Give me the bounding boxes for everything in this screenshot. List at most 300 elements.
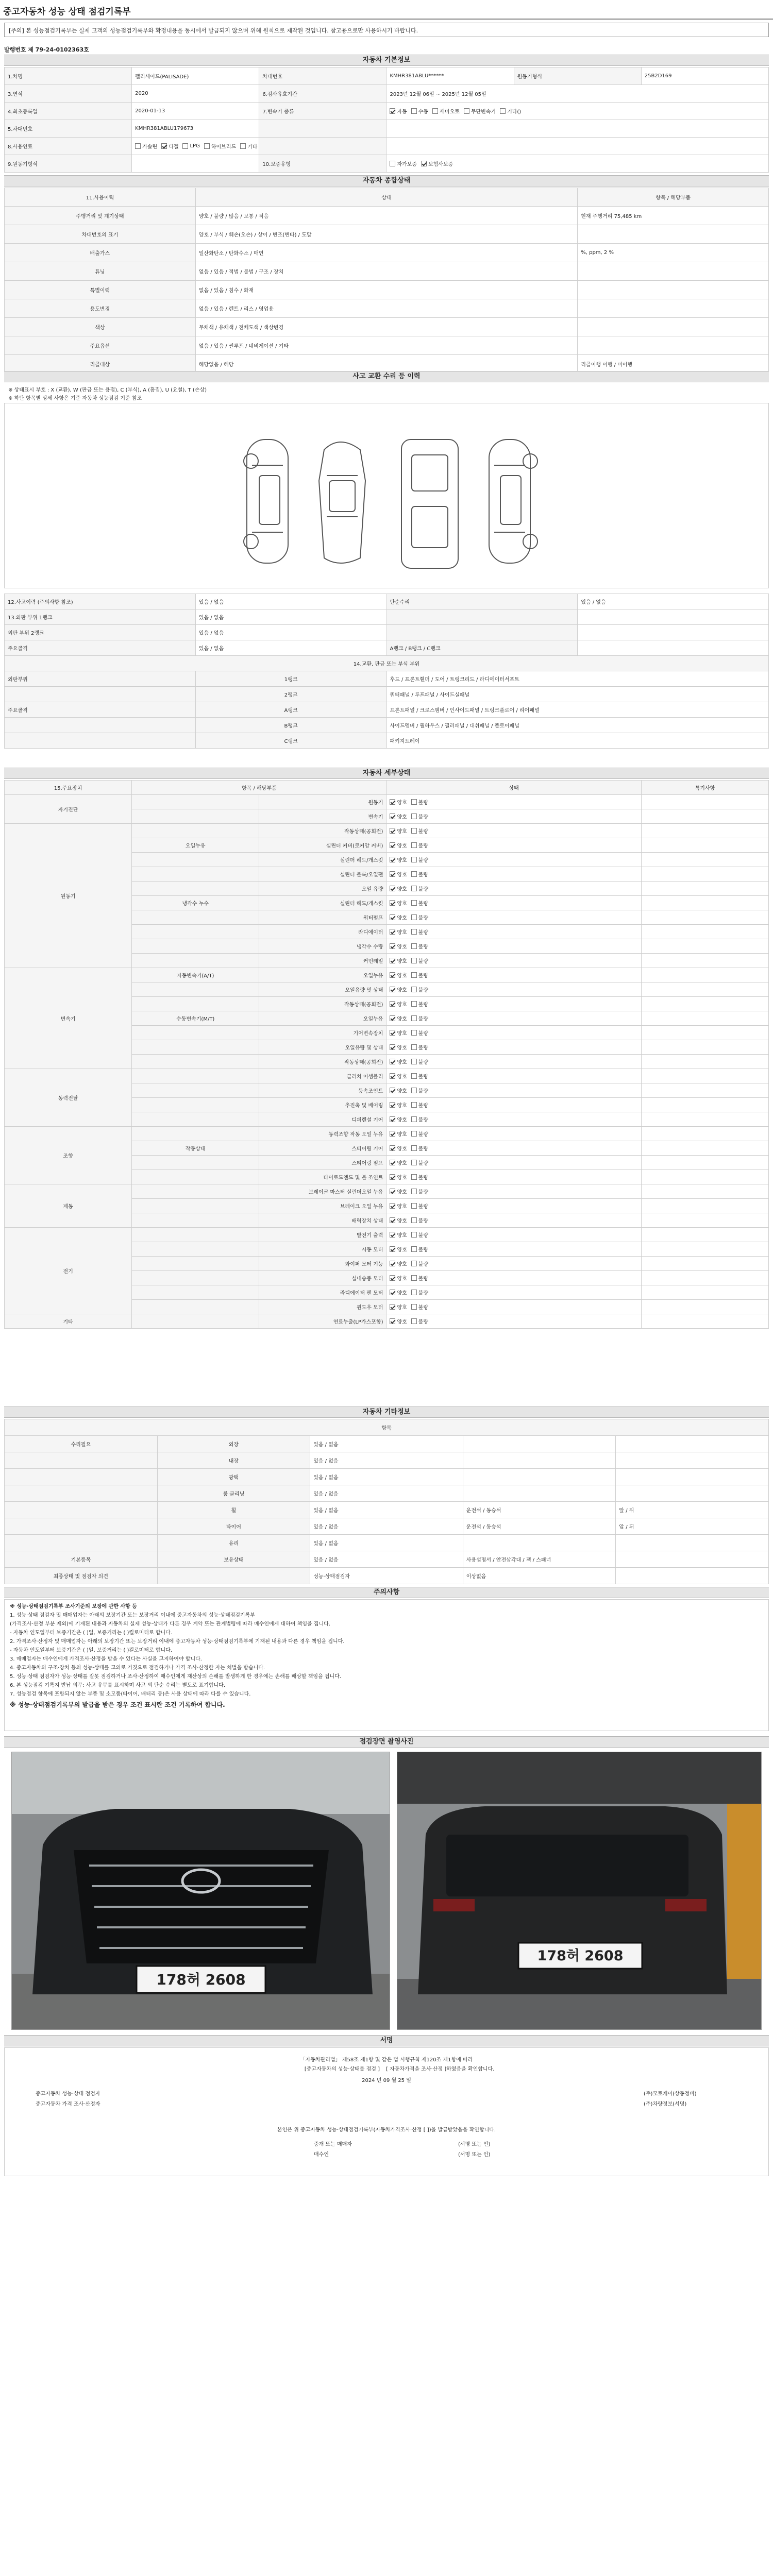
item-label: 타이로드엔드 및 볼 조인트 [259,1170,386,1184]
checkbox-option[interactable] [390,1130,407,1138]
group-label: 원동기 [5,824,132,968]
check-box-icon[interactable] [411,1030,417,1036]
caution-line: - 자동차 인도일부터 보증기간은 ( )일, 보증거리는 ( )킬로미터로 합니다. [10,1630,172,1636]
checkbox-option[interactable] [432,107,460,115]
checkbox-option[interactable] [411,942,428,950]
check-box-icon[interactable] [390,914,395,920]
appraiser-name: (주)차량정보(서명) [644,2102,687,2107]
item-remark [641,997,768,1011]
checkbox-option[interactable] [390,1014,407,1022]
checkbox-label: 하이브리드 [211,144,237,150]
checkbox-option[interactable] [390,1202,407,1210]
checkbox-option[interactable] [390,798,407,806]
checkbox-option[interactable] [411,1260,428,1267]
checkbox-option[interactable] [390,1216,407,1224]
column-header: 상태 [195,188,578,207]
check-box-icon[interactable] [390,1174,395,1180]
check-box-icon[interactable] [390,929,395,935]
checkbox-option[interactable] [411,957,428,964]
item-remark [641,1184,768,1199]
table-cell: 사용설명서 / 안전삼각대 / 잭 / 스패너 [463,1551,616,1568]
row-status: 없음 / 있음 / 적법 / 불법 / 구조 / 장치 [195,262,578,281]
table-cell [463,1535,616,1551]
table-cell: 운전석 / 동승석 [463,1502,616,1518]
check-box-icon[interactable] [411,1059,417,1064]
checkbox-label: 불량 [418,944,429,950]
sub-group-label [132,867,259,882]
checkbox-option[interactable] [411,1245,428,1253]
table-cell [616,1452,769,1469]
item-status [386,1040,641,1055]
check-box-icon[interactable] [390,814,395,819]
sub-group-label [132,1228,259,1242]
checkbox-option[interactable] [390,957,407,964]
check-box-icon[interactable] [390,1059,395,1064]
checkbox-option[interactable] [411,899,428,907]
checkbox-option[interactable] [390,971,407,979]
checkbox-option[interactable] [390,1029,407,1037]
photo-front [11,1752,390,2030]
table-cell: 내장 [157,1452,310,1469]
check-box-icon[interactable] [411,1275,417,1281]
document-number: 발행번호 제 79-24-0102363호 [4,46,89,53]
field-label: 10.보증유형 [259,155,386,173]
item-label: 오일유량 및 상태 [259,1040,386,1055]
check-box-icon[interactable] [390,857,395,862]
column-header: 특기사항 [641,781,768,795]
checkbox-label: 양호 [397,1045,407,1051]
check-box-icon[interactable] [390,1015,395,1021]
checkbox-group [390,829,432,835]
rank-parts: 사이드멤버 / 휠하우스 / 필러패널 / 대쉬패널 / 플로어패널 [386,718,769,733]
checkbox-option[interactable] [390,928,407,936]
check-box-icon[interactable] [390,871,395,877]
check-box-icon[interactable] [390,886,395,891]
section-detail-bar: 자동차 세부상태 [4,768,769,779]
signature-date: 2024 년 09 월 25 일 [362,2078,411,2083]
check-box-icon[interactable] [411,1001,417,1007]
checkbox-option[interactable] [390,1173,407,1181]
checkbox-option[interactable] [411,1289,428,1296]
table-cell: 있음 / 없음 [310,1535,463,1551]
check-box-icon[interactable] [390,108,395,114]
other-info-table [4,1419,769,1584]
checkbox-option[interactable] [161,142,178,150]
checkbox-option[interactable] [390,942,407,950]
item-label: 실린더 블록/오일팬 [259,867,386,882]
table-cell: 앞 / 뒤 [616,1502,769,1518]
check-box-icon[interactable] [411,1116,417,1122]
checkbox-label: 불량 [418,1117,429,1123]
item-remark [641,896,768,910]
checkbox-option[interactable] [411,1144,428,1152]
check-box-icon[interactable] [182,143,188,149]
check-box-icon[interactable] [411,1131,417,1137]
checkbox-group [390,1190,432,1196]
detail-status-table [4,780,769,1329]
check-box-icon[interactable] [390,1116,395,1122]
table-cell: 있음 / 없음 [310,1502,463,1518]
checkbox-option[interactable] [390,1188,407,1195]
checkbox-option[interactable] [411,1000,428,1008]
check-box-icon[interactable] [411,1088,417,1093]
checkbox-option[interactable] [390,107,407,115]
item-label: 커먼레일 [259,954,386,968]
checkbox-label: 양호 [397,1189,407,1195]
checkbox-option[interactable] [390,1303,407,1311]
check-box-icon[interactable] [390,1318,395,1324]
check-box-icon[interactable] [411,987,417,992]
checkbox-option[interactable] [411,986,428,993]
check-box-icon[interactable] [390,1261,395,1266]
check-box-icon[interactable] [390,943,395,949]
checkbox-option[interactable] [411,885,428,892]
check-box-icon[interactable] [411,1232,417,1238]
check-box-icon[interactable] [390,1160,395,1165]
table-row [5,138,769,155]
row-value: 있음 / 없음 [195,609,386,625]
checkbox-label: 양호 [397,1319,407,1325]
field-label: 1.차명 [5,67,132,85]
check-box-icon[interactable] [390,1232,395,1238]
checkbox-group [390,1046,432,1052]
sub-group-label: 작동상태 [132,1141,259,1156]
checkbox-label: 불량 [418,1261,429,1267]
checkbox-option[interactable] [411,1202,428,1210]
item-remark [641,1285,768,1300]
item-label: 윈도우 모터 [259,1300,386,1314]
checkbox-group [390,1277,432,1282]
check-box-icon[interactable] [411,1290,417,1295]
item-status [386,882,641,896]
check-box-icon[interactable] [411,886,417,891]
checkbox-option[interactable] [411,1072,428,1080]
item-status [386,1257,641,1271]
item-remark [641,795,768,809]
item-label: 동력조향 작동 오일 누유 [259,1127,386,1141]
accident-legend-symbols: ※ 상태표시 부호 : X (교환), W (판금 또는 용접), C (부식), A (흠집), U (요철), T (손상) [8,387,207,393]
check-box-icon[interactable] [411,1102,417,1108]
checkbox-option[interactable] [390,899,407,907]
check-box-icon[interactable] [390,1131,395,1137]
checkbox-option[interactable] [411,1115,428,1123]
checkbox-option[interactable] [390,1101,407,1109]
check-box-icon[interactable] [390,1001,395,1007]
check-box-icon[interactable] [390,972,395,978]
item-remark [641,910,768,925]
sub-group-label [132,939,259,954]
front-plate: 178허 2608 [156,1971,246,1988]
checkbox-option[interactable] [411,841,428,849]
checkbox-option[interactable] [464,107,496,115]
check-box-icon[interactable] [135,143,141,149]
caution-line: 4. 중고자동차의 구조·장치 등의 성능·상태를 고의로 거짓으로 점검하거나 가격 조사·산정한 자는 처벌을 받습니다. [10,1665,265,1671]
basic-info-table [4,67,769,173]
table-cell: 있음 / 없음 [310,1485,463,1502]
buyer-label: 매수인 [314,2152,329,2158]
checkbox-option[interactable] [390,1159,407,1166]
table-cell: 있음 / 없음 [310,1469,463,1485]
check-box-icon[interactable] [464,108,469,114]
table-row [5,1452,769,1469]
check-box-icon[interactable] [411,972,417,978]
group-label: 자기진단 [5,795,132,824]
checkbox-label: 불량 [418,1175,429,1181]
table-row [5,609,769,625]
group-label: 전기 [5,1228,132,1314]
checkbox-option[interactable] [411,798,428,806]
checkbox-option[interactable] [390,913,407,921]
checkbox-option[interactable] [390,1087,407,1094]
checkbox-option[interactable] [390,1072,407,1080]
item-status [386,1127,641,1141]
check-box-icon[interactable] [390,161,395,166]
table-cell [5,1452,158,1469]
checkbox-option[interactable] [390,870,407,878]
row-status: 없음 / 있음 / 썬루프 / 네비게이션 / 기타 [195,336,578,355]
checkbox-option[interactable] [411,1014,428,1022]
check-box-icon[interactable] [390,1246,395,1252]
column-header: 11.사용이력 [5,188,196,207]
check-box-icon[interactable] [411,1073,417,1079]
check-box-icon[interactable] [411,1318,417,1324]
checkbox-option[interactable] [390,856,407,863]
check-box-icon[interactable] [390,1304,395,1310]
checkbox-option[interactable] [390,1289,407,1296]
table-row [5,1551,769,1568]
field-label: 8.사용연료 [5,138,132,155]
checkbox-option[interactable] [500,107,521,115]
column-header: 항목 / 해당부품 [132,781,386,795]
caution-line: 6. 본 성능점검 기록지 반납 의무: 사고 유무를 표시하며 사고 외 단순 수리는 별도로 표기합니다. [10,1683,226,1688]
check-box-icon[interactable] [240,143,246,149]
item-remark [641,1213,768,1228]
check-box-icon[interactable] [500,108,506,114]
sub-group-label [132,1285,259,1300]
checkbox-label: 불량 [418,1131,429,1138]
check-box-icon[interactable] [411,842,417,848]
checkbox-option[interactable] [411,1188,428,1195]
checkbox-option[interactable] [390,841,407,849]
check-box-icon[interactable] [411,1217,417,1223]
check-box-icon[interactable] [390,1145,395,1151]
item-status [386,939,641,954]
section-photos-bar: 점검장면 촬영사진 [4,1736,769,1748]
checkbox-option[interactable] [390,986,407,993]
sub-group-label: 수동변속기(M/T) [132,1011,259,1026]
check-box-icon[interactable] [411,958,417,963]
checkbox-option[interactable] [411,1159,428,1166]
engine-label: 원동기형식 [514,67,641,85]
check-box-icon[interactable] [204,143,210,149]
check-box-icon[interactable] [390,1030,395,1036]
check-box-icon[interactable] [390,1275,395,1281]
check-box-icon[interactable] [411,914,417,920]
check-box-icon[interactable] [411,1145,417,1151]
checkbox-label: 양호 [397,1117,407,1123]
check-box-icon[interactable] [411,1015,417,1021]
checkbox-option[interactable] [411,1087,428,1094]
checkbox-option[interactable] [182,143,199,149]
item-label: 작동상태(공회전) [259,824,386,838]
check-box-icon[interactable] [390,1290,395,1295]
row-status: 양호 / 불량 / 많음 / 보통 / 적음 [195,207,578,225]
sub-group-label [132,853,259,867]
check-box-icon[interactable] [390,1203,395,1209]
check-box-icon[interactable] [390,1073,395,1079]
checkbox-option[interactable] [411,827,428,835]
item-remark [641,954,768,968]
item-status [386,838,641,853]
checkbox-option[interactable] [411,1130,428,1138]
checkbox-option[interactable] [411,1029,428,1037]
checkbox-group [390,1262,432,1268]
row-right [578,225,769,244]
checkbox-option[interactable] [411,1173,428,1181]
sub-group-label [132,1127,259,1141]
checkbox-option[interactable] [411,913,428,921]
checkbox-option[interactable] [411,1274,428,1282]
checkbox-label: 양호 [397,1103,407,1109]
check-box-icon[interactable] [411,799,417,805]
checkbox-option[interactable] [411,1216,428,1224]
checkbox-option[interactable] [390,1317,407,1325]
check-box-icon[interactable] [390,1088,395,1093]
car-diagram-area [4,403,769,588]
table-cell [616,1436,769,1452]
check-box-icon[interactable] [390,1217,395,1223]
check-box-icon[interactable] [421,161,427,166]
checkbox-option[interactable] [411,856,428,863]
checkbox-option[interactable] [411,1058,428,1065]
checkbox-option[interactable] [390,1260,407,1267]
check-box-icon[interactable] [411,1203,417,1209]
checkbox-option[interactable] [411,928,428,936]
checkbox-option[interactable] [390,160,417,167]
rank-parts: 후드 / 프론트휀더 / 도어 / 트렁크리드 / 라디에이터서포트 [386,671,769,687]
sub-group-label [132,1112,259,1127]
checkbox-option[interactable] [411,1043,428,1051]
checkbox-option[interactable] [135,142,157,150]
check-box-icon[interactable] [390,958,395,963]
check-box-icon[interactable] [411,1304,417,1310]
checkbox-option[interactable] [411,1317,428,1325]
item-status [386,1184,641,1199]
check-box-icon[interactable] [390,842,395,848]
check-box-icon[interactable] [411,1174,417,1180]
checkbox-option[interactable] [421,160,453,167]
field-value: 2020-01-13 [132,103,259,120]
check-box-icon[interactable] [390,1044,395,1050]
checkbox-label: 양호 [397,1261,407,1267]
checkbox-label: 양호 [397,843,407,849]
row-status: 무채색 / 유채색 / 전체도색 / 색상변경 [195,318,578,336]
check-box-icon[interactable] [390,828,395,834]
check-box-icon[interactable] [411,1044,417,1050]
checkbox-option[interactable] [390,1231,407,1239]
checkbox-option[interactable] [204,142,236,150]
row-status: 없음 / 있음 / 렌트 / 리스 / 영업용 [195,299,578,318]
check-box-icon[interactable] [411,929,417,935]
checkbox-option[interactable] [390,885,407,892]
rank-parts: 쿼터패널 / 루프패널 / 사이드실패널 [386,687,769,702]
item-label: 오일누유 [259,1011,386,1026]
checkbox-label: 보험사보증 [428,161,453,167]
item-remark [641,1156,768,1170]
item-status [386,1300,641,1314]
checkbox-option[interactable] [390,1144,407,1152]
table-cell: 기본품목 [5,1551,158,1568]
checkbox-option[interactable] [390,812,407,820]
check-box-icon[interactable] [411,857,417,862]
check-box-icon[interactable] [390,799,395,805]
parts-header: 14.교환, 판금 또는 부식 부위 [5,656,769,671]
check-box-icon[interactable] [411,1160,417,1165]
checkbox-label: 양호 [397,944,407,950]
item-status [386,1170,641,1184]
check-box-icon[interactable] [390,900,395,906]
checkbox-option[interactable] [411,107,428,115]
item-label: 추진축 및 베어링 [259,1098,386,1112]
checkbox-option[interactable] [390,827,407,835]
checkbox-option[interactable] [390,1000,407,1008]
checkbox-option[interactable] [390,1245,407,1253]
checkbox-option[interactable] [390,1115,407,1123]
field-value: 2020 [132,85,259,103]
check-box-icon[interactable] [432,108,438,114]
checkbox-group [390,1031,432,1037]
checkbox-option[interactable] [411,1101,428,1109]
table-cell [157,1568,310,1584]
checkbox-option[interactable] [411,870,428,878]
checkbox-group [390,1003,432,1008]
check-box-icon[interactable] [411,814,417,819]
check-box-icon[interactable] [411,871,417,877]
checkbox-label: 양호 [397,1074,407,1080]
check-box-icon[interactable] [411,108,417,114]
sub-group-label [132,1314,259,1329]
check-box-icon[interactable] [390,1102,395,1108]
check-box-icon[interactable] [411,1246,417,1252]
checkbox-option[interactable] [390,1043,407,1051]
item-label: 시동 모터 [259,1242,386,1257]
checkbox-option[interactable] [411,1231,428,1239]
checkbox-label: 불량 [418,1045,429,1051]
checkbox-label: 불량 [418,1218,429,1224]
checkbox-option[interactable] [411,971,428,979]
check-box-icon[interactable] [390,987,395,992]
checkbox-group [390,815,432,821]
check-box-icon[interactable] [411,943,417,949]
row-label: A랭크 / B랭크 / C랭크 [386,640,578,656]
checkbox-option[interactable] [411,1303,428,1311]
checkbox-option[interactable] [390,1274,407,1282]
check-box-icon[interactable] [411,1189,417,1194]
sub-group-label [132,1213,259,1228]
checkbox-option[interactable] [240,142,257,150]
check-box-icon[interactable] [411,1261,417,1266]
item-label: 오일 유량 [259,882,386,896]
checkbox-option[interactable] [411,812,428,820]
item-status [386,1213,641,1228]
check-box-icon[interactable] [411,828,417,834]
title-divider [0,19,773,20]
checkbox-option[interactable] [390,1058,407,1065]
check-box-icon[interactable] [161,143,167,149]
check-box-icon[interactable] [390,1189,395,1194]
check-box-icon[interactable] [411,900,417,906]
caution-footer: ※ 성능·상태점검기록부의 발급을 받은 경우 조건 표시란 조건 기록하여 합니다. [10,1701,225,1708]
